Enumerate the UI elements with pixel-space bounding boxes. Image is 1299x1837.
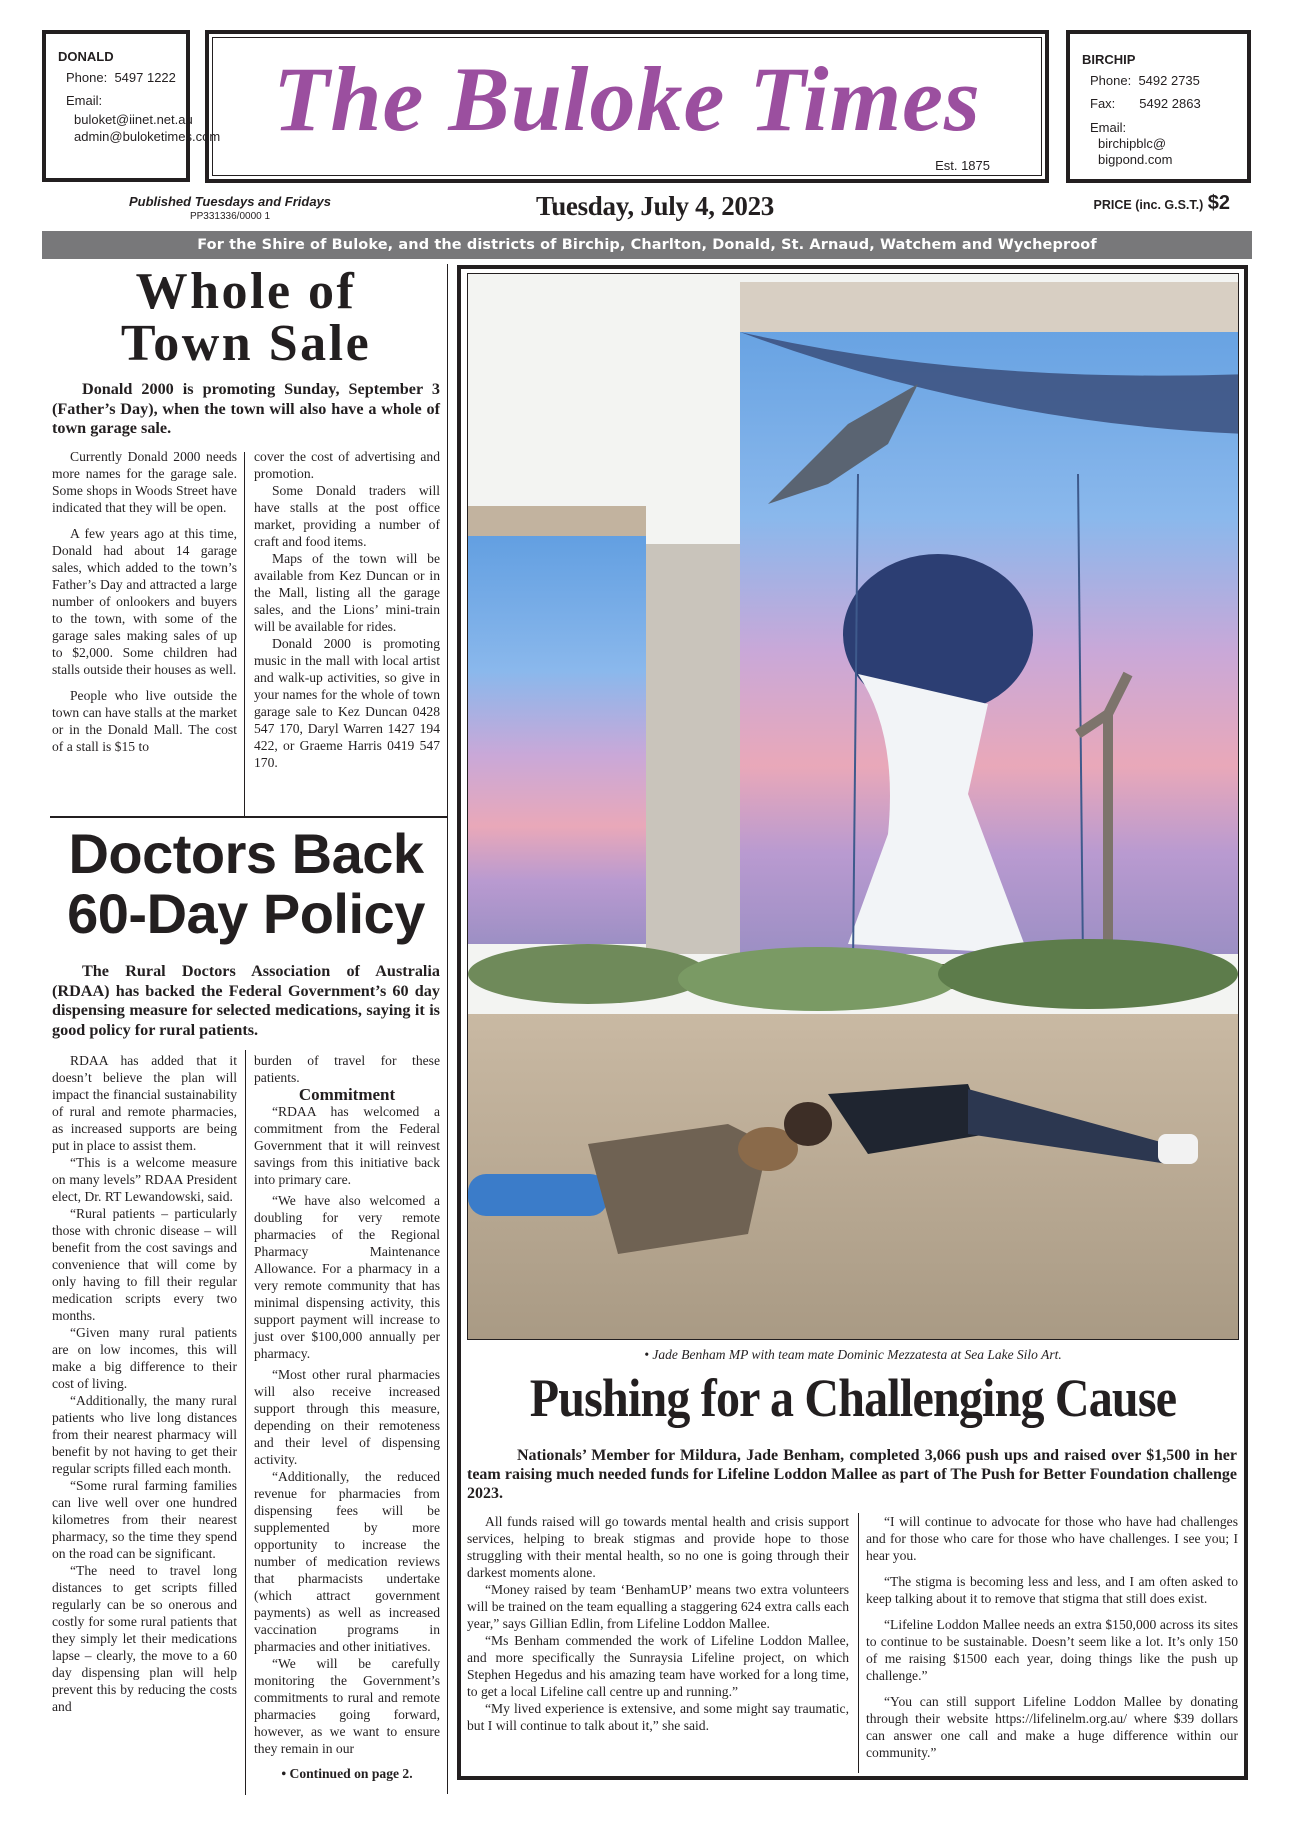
pushing-para: “Ms Benham commended the work of Lifeline Loddon Mallee, and more specifically the Sunraysia Lifeline project, on which Stephen Hegedus and his amazing team have worked for a long time, to get a local Lifeline call centre up and running.” [467,1633,849,1699]
left-column-rule [447,264,448,1794]
town-sale-col1 [52,448,237,755]
doctors-para: “We have also welcomed a doubling for very remote pharmacies of the Regional Pharmacy Maintenance Allowance. For a pharmacy in a very remote community that has minimal dispensing activity, this support payment will increase to just over $100,000 annually per pharmacy. [254,1193,440,1361]
masthead [205,30,1049,183]
pushing-headline: Pushing for a Challenging Cause [529,1369,1177,1429]
doctors-subhead: Commitment [298,1085,396,1104]
pushing-para: “Lifeline Loddon Mallee needs an extra $150,000 across its sites to continue to be sustainable. Doesn’t seem like a lot. It’s only 150 of me raising $1500 each year, doing things like the push up challenge.” [866,1617,1238,1683]
pushing-para: “I will continue to advocate for those who have had challenges and for those who care for those who have challenges. I see you; I hear you. [866,1514,1238,1563]
town-sale-para: cover the cost of advertising and promotion. [254,449,440,481]
birchip-fax [1082,95,1247,113]
town-sale-para: Currently Donald 2000 needs more names for the garage sale. Some shops in Woods Street have indicated that they will be open. [52,449,237,515]
town-sale-para: Maps of the town will be available from Kez Duncan or in the Mall, listing all the garage sales, and the Lions’ mini-train will be available for rides. [254,551,440,634]
birchip-phone [1082,72,1247,90]
pushing-col2 [866,1513,1238,1761]
birchip-town-label: BIRCHIP [1082,52,1136,67]
photo-caption: • Jade Benham MP with team mate Dominic Mezzatesta at Sea Lake Silo Art. [644,1347,1062,1362]
pushing-para: “My lived experience is extensive, and some might say traumatic, but I will continue to talk about it,” she said. [467,1701,849,1733]
doctors-para: “Rural patients – particularly those with chronic disease – will benefit from the cost savings and convenience that will come by only having to fill their regular medication scripts every two months. [52,1206,237,1323]
birchip-fax-number: 5492 2863 [1139,96,1201,112]
birchip-email-line2[interactable]: bigpond.com [1098,151,1173,167]
pushing-para: “The stigma is becoming less and less, and I am often asked to keep talking about it to remove that stigma that still does exist. [866,1574,1238,1606]
birchip-email-label: Email: [1090,119,1127,135]
town-sale-headline [48,263,444,372]
district-banner: For the Shire of Buloke, and the districts of Birchip, Charlton, Donald, St. Arnaud, Watchem and Wycheproof [42,231,1252,259]
donald-contact-box [42,30,221,182]
doctors-para: “We will be carefully monitoring the Government’s commitments to rural and remote pharmacies going forward, however, as we want to ensure they remain in our [254,1656,440,1756]
doctors-para: “RDAA has welcomed a commitment from the Federal Government that it will reinvest savings from this initiative back into primary care. [254,1104,440,1187]
donald-email-2[interactable]: admin@buloketimes.com [74,129,221,145]
donald-phone-label: Phone: [66,69,108,85]
doctors-para: “This is a welcome measure on many levels” RDAA President elect, Dr. RT Lewandowski, said. [52,1155,237,1204]
silo-photo-illustration [468,274,1239,1340]
town-sale-headline-line2: Town Sale [120,315,372,372]
pushing-intro [467,1446,1237,1503]
doctors-intro [52,962,440,1040]
doctors-column-divider [245,1050,246,1795]
town-sale-column-divider [244,452,245,816]
birchip-phone-label: Phone: [1090,72,1132,88]
established-year: Est. 1875 [935,158,990,173]
price-value: $2 [1207,192,1230,214]
town-sale-para: A few years ago at this time, Donald had about 14 garage sales, which added to the town’s Father’s Day and attracted a large number of onlookers and buyers to the town, with some of the garage sales making sales of up to $2,000. Some children had stalls outside their houses as well. [52,526,237,677]
donald-phone-number[interactable]: 5497 1222 [114,69,176,85]
birchip-contact-box [1066,30,1251,183]
donald-email-1[interactable]: buloket@iinet.net.au [74,111,193,127]
pushing-col1 [467,1513,849,1734]
pushing-para: “You can still support Lifeline Loddon Mallee by donating through their website https://lifelinelm.org.au/ where $39 dollars can answer one call and make a huge difference within our community.” [866,1694,1238,1760]
doctors-para: RDAA has added that it doesn’t believe the plan will impact the financial sustainability of rural and remote pharmacies, as increased supports are being put in place to assist them. [52,1053,237,1153]
town-sale-intro [52,380,440,439]
doctors-intro-text: The Rural Doctors Association of Australia (RDAA) has backed the Federal Government’s 60 day dispensing measure for selected medications, saying it is good policy for rural patients. [52,962,440,1039]
doctors-para: “Some rural farming families can live well over one hundred kilometres from their nearest pharmacy, so the time they spend on the road can be significant. [52,1478,237,1561]
birchip-phone-number[interactable]: 5492 2735 [1138,72,1200,88]
pushing-intro-text: Nationals’ Member for Mildura, Jade Benham, completed 3,066 push ups and raised over $1,500 in her team raising much needed funds for Lifeline Loddon Mallee as part of The Push for Better Foundation challenge 2023. [467,1447,1237,1502]
donald-phone [58,69,186,87]
newspaper-title: The Buloke Times [273,48,981,150]
doctors-col1 [52,1052,237,1715]
continued-link[interactable]: • Continued on page 2. [281,1766,413,1781]
doctors-para: “Additionally, the reduced revenue for pharmacies from dispensing fees will be supplemented by more opportunity to increase the number of medication reviews that pharmacists undertake (which attract government payments) as well as increased vaccination programs in pharmacies and other initiatives. [254,1469,440,1654]
silo-art-photo [467,273,1239,1340]
price-block [1000,192,1230,215]
donald-town-label: DONALD [58,49,114,64]
doctors-col2 [254,1052,440,1782]
pushing-para: All funds raised will go towards mental health and crisis support services, helping to break stigmas and provide hope to those struggling with their mental health, so no one is going through their darkest moments alone. [467,1514,849,1580]
price-label: PRICE (inc. G.S.T.) [1093,198,1204,212]
town-sale-col2 [254,448,440,771]
town-sale-intro-text: Donald 2000 is promoting Sunday, September 3 (Father’s Day), when the town will also have a whole of town garage sale. [52,380,440,437]
birchip-fax-label: Fax: [1090,96,1116,112]
pushing-column-divider [858,1513,859,1773]
doctors-para: “The need to travel long distances to get scripts filled regularly can be so onerous and costly for some rural patients that they simply let their medications lapse – clearly, the move to a 60 day dispensing plan will help prevent this by reducing the costs and [52,1563,237,1714]
published-schedule: Published Tuesdays and Fridays [128,194,332,209]
town-sale-para: People who live outside the town can have stalls at the market or in the Donald Mall. The cost of a stall is $15 to [52,688,237,754]
issue-date: Tuesday, July 4, 2023 [535,191,775,221]
doctors-para: “Additionally, the many rural patients who live long distances from their nearest pharmacy will benefit by not having to get their regular scripts filled each month. [52,1393,237,1476]
doctors-headline-line1: Doctors Back [68,822,424,885]
pushing-para: “Money raised by team ‘BenhamUP’ means two extra volunteers will be trained on the team equalling a staggering 624 extra calls each year,” says Gillian Edlin, from Lifeline Loddon Mallee. [467,1582,849,1631]
doctors-headline-line2: 60-Day Policy [67,882,425,945]
town-sale-para: Donald 2000 is promoting music in the mall with local artist and walk-up activities, so give in your names for the whole of town garage sale to Kez Duncan 0428 547 170, Daryl Warren 1427 194 422, or Graeme Harris 0419 547 170. [254,636,440,770]
print-post-number: PP331336/0000 1 [189,211,271,222]
doctors-headline [48,824,444,944]
doctors-para: “Given many rural patients are on low incomes, this will make a big difference to their cost of living. [52,1325,237,1391]
town-sale-para: Some Donald traders will have stalls at the post office market, providing a number of craft and food items. [254,483,440,549]
section-divider [50,816,448,818]
birchip-email-line1[interactable]: birchipblc@ [1098,136,1167,152]
donald-email-label: Email: [66,93,103,109]
town-sale-headline-line1: Whole of [135,263,357,320]
doctors-para: burden of travel for these patients. [254,1053,440,1085]
doctors-para: “Most other rural pharmacies will also receive increased support through this measure, depending on their remoteness and their level of dispensing activity. [254,1367,440,1467]
